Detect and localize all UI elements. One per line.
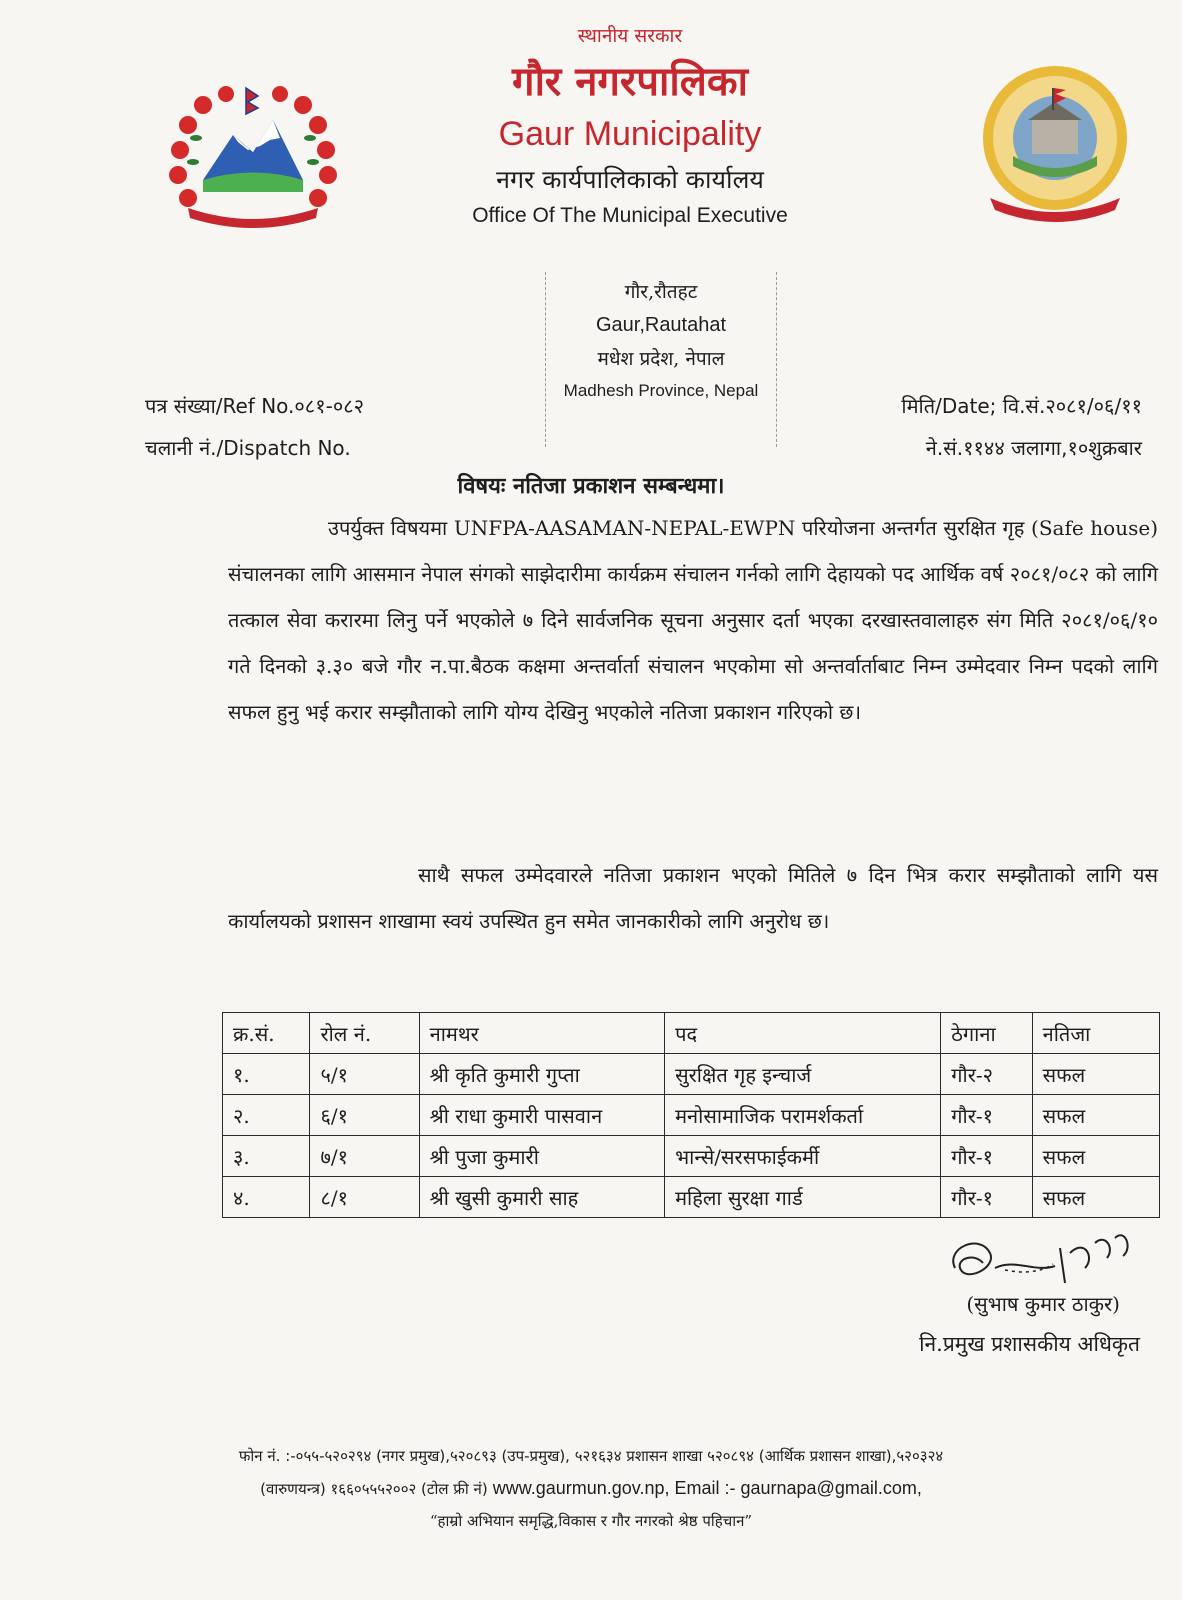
body-paragraph-2: साथै सफल उम्मेदवारले नतिजा प्रकाशन भएको मितिले ७ दिन भित्र करार सम्झौताको लागि यस कार्यालयको प्रशासन शाखामा स्वयं उपस्थित हुन समेत जानकारीको लागि अनुरोध छ। (228, 863, 1158, 933)
body-paragraph-1: उपर्युक्त विषयमा UNFPA-AASAMAN-NEPAL-EWPN परियोजना अन्तर्गत सुरक्षित गृह (Safe house) संचालनका लागि आसमान नेपाल संगको साझेदारीमा कार्यक्रम संचालन गर्नको लागि देहायको पद आर्थिक वर्ष २०८१/०८२ को लागि तत्काल सेवा करारमा लिनु पर्ने भएकोले ७ दिने सार्वजनिक सूचना अनुसार दर्ता भएका दरखास्तवालाहरु संग मिति २०८१/०६/१० गते दिनको ३.३० बजे गौर न.पा.बैठक कक्षमा अन्तर्वार्ता संचालन भएकोमा सो अन्तर्वार्ताबाट निम्न उम्मेदवार निम्न पदको लागि सफल हुनु भई करार सम्झौताको लागि योग्य देखिनु भएकोले नतिजा प्रकाशन गरिएको छ। (228, 516, 1158, 724)
date-nepal-sambat: ने.सं.११४४ जलागा,१०शुक्रबार (925, 436, 1142, 460)
cell-post: मनोसामाजिक परामर्शकर्ता (665, 1095, 941, 1136)
cell-name: श्री राधा कुमारी पासवान (419, 1095, 664, 1136)
col-post: पद (665, 1013, 941, 1054)
footer-contact-line (0, 1472, 1182, 1505)
date-bs: मिति/Date; वि.सं.२०८१/०६/११ (901, 394, 1142, 418)
address-nepali: गौर,रौतहट (624, 281, 698, 303)
ref-number: पत्र संख्या/Ref No.०८१-०८२ (145, 394, 365, 418)
cell-result: सफल (1032, 1136, 1159, 1177)
cell-post: भान्से/सरसफाईकर्मी (665, 1136, 941, 1177)
dispatch-number: चलानी नं./Dispatch No. (145, 436, 351, 460)
table-row (223, 1136, 1160, 1177)
reference-block (145, 385, 364, 469)
cell-post: सुरक्षित गृह इन्चार्ज (665, 1054, 941, 1095)
cell-address: गौर-२ (941, 1054, 1032, 1095)
cell-name: श्री खुसी कुमारी साह (419, 1177, 664, 1218)
cell-name: श्री पुजा कुमारी (419, 1136, 664, 1177)
cell-serial: १. (223, 1054, 310, 1095)
cell-serial: ४. (223, 1177, 310, 1218)
office-name-english: Office Of The Municipal Executive (472, 204, 788, 227)
gaur-municipality-seal-icon (970, 58, 1140, 228)
cell-address: गौर-१ (941, 1177, 1032, 1218)
signatory-name: (सुभाष कुमार ठाकुर) (966, 1292, 1120, 1316)
cell-post: महिला सुरक्षा गार्ड (665, 1177, 941, 1218)
cell-roll: ५/१ (310, 1054, 419, 1095)
date-block (901, 385, 1142, 469)
province-nepali: मधेश प्रदेश, नेपाल (597, 348, 725, 370)
cell-roll: ८/१ (310, 1177, 419, 1218)
cell-address: गौर-१ (941, 1095, 1032, 1136)
footer-tollfree: (वारुणयन्त्र) १६६०५५५२००२ (टोल फ्री नं) (260, 1480, 488, 1498)
nepal-emblem-icon (158, 80, 348, 230)
cell-name: श्री कृति कुमारी गुप्ता (419, 1054, 664, 1095)
results-table (222, 1012, 1160, 1218)
signatory-title: नि.प्रमुख प्रशासकीय अधिकृत (919, 1332, 1140, 1356)
municipality-name-nepali: गौर नगरपालिका (512, 58, 748, 105)
province-english: Madhesh Province, Nepal (563, 381, 759, 400)
table-row (223, 1054, 1160, 1095)
local-government-label: स्थानीय सरकार (577, 25, 683, 47)
footer (0, 1440, 1182, 1537)
municipality-name-english: Gaur Municipality (498, 115, 762, 153)
table-row (223, 1095, 1160, 1136)
col-serial: क्र.सं. (223, 1013, 310, 1054)
cell-result: सफल (1032, 1054, 1159, 1095)
letter-subject: विषयः नतिजा प्रकाशन सम्बन्धमा। (457, 473, 725, 499)
office-name-nepali: नगर कार्यपालिकाको कार्यालय (496, 165, 764, 194)
letterhead (400, 22, 860, 228)
col-name: नामथर (419, 1013, 664, 1054)
cell-serial: ३. (223, 1136, 310, 1177)
cell-result: सफल (1032, 1177, 1159, 1218)
footer-slogan: “हाम्रो अभियान समृद्धि,विकास र गौर नगरको श्रेष्ठ पहिचान” (429, 1512, 753, 1530)
cell-serial: २. (223, 1095, 310, 1136)
table-header-row (223, 1013, 1160, 1054)
cell-address: गौर-१ (941, 1136, 1032, 1177)
address-block (545, 272, 777, 447)
cell-roll: ७/१ (310, 1136, 419, 1177)
cell-result: सफल (1032, 1095, 1159, 1136)
table-row (223, 1177, 1160, 1218)
footer-web-email: www.gaurmun.gov.np, Email :- gaurnapa@gmail.com, (492, 1478, 922, 1498)
footer-phones: फोन नं. :-०५५-५२०२९४ (नगर प्रमुख),५२०८९३ (उप-प्रमुख), ५२१६३४ प्रशासन शाखा ५२०८९४ (आर्थिक प्रशासन शाखा),५२०३२४ (238, 1447, 944, 1465)
address-english: Gaur,Rautahat (595, 314, 727, 336)
col-roll: रोल नं. (310, 1013, 419, 1054)
col-result: नतिजा (1032, 1013, 1159, 1054)
cell-roll: ६/१ (310, 1095, 419, 1136)
col-address: ठेगाना (941, 1013, 1032, 1054)
